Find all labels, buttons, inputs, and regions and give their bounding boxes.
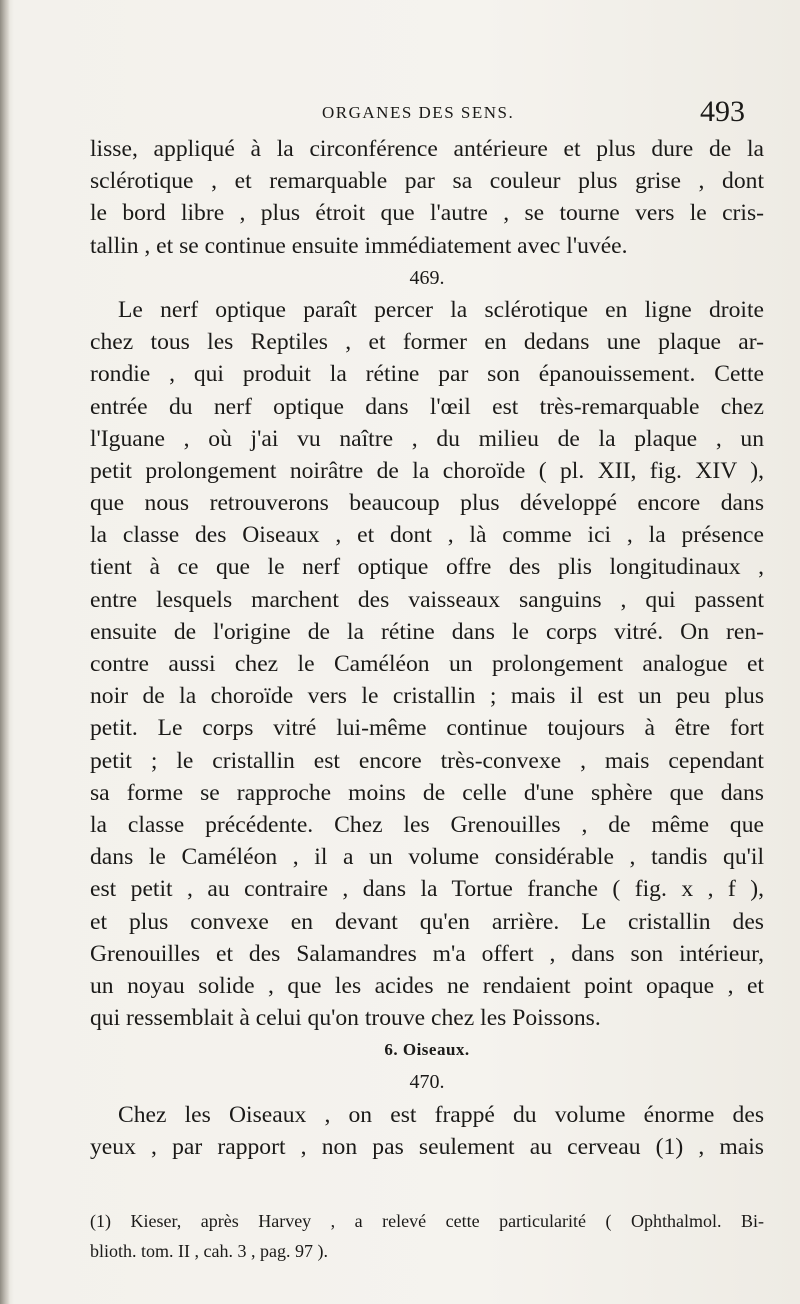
text-line: sa forme se rapproche moins de celle d'une sphère que dans	[90, 779, 764, 806]
text-line: noir de la choroïde vers le cristallin ; mais il est un peu plus	[90, 683, 764, 710]
body-text	[90, 133, 764, 1163]
text-line: contre aussi chez le Caméléon un prolongement analogue et	[90, 651, 764, 677]
text-line: petit ; le cristallin est encore très-convexe , mais cependant	[90, 747, 764, 774]
footnotes	[90, 1206, 764, 1266]
text-line: un noyau solide , que les acides ne rendaient point opaque , et	[90, 972, 764, 999]
text-line: Le nerf optique paraît percer la sclérotique en ligne droite	[118, 296, 764, 323]
text-line: Grenouilles et des Salamandres m'a offert , dans son intérieur,	[90, 940, 764, 967]
text-line: et plus convexe en devant qu'en arrière. Le cristallin des	[90, 908, 764, 935]
section-number-470: 470.	[409, 1071, 445, 1094]
text-line: sclérotique , et remarquable par sa couleur plus grise , dont	[90, 168, 764, 195]
text-line: petit prolongement noirâtre de la choroïde ( pl. XII, fig. XIV ),	[90, 457, 764, 484]
text-line: qui ressemblait à celui qu'on trouve chez les Poissons.	[90, 1005, 601, 1032]
text-line: entrée du nerf optique dans l'œil est très-remarquable chez	[90, 393, 764, 420]
section-number-469: 469.	[409, 266, 445, 289]
text-line: tient à ce que le nerf optique offre des plis longitudinaux ,	[90, 554, 764, 581]
footnote-line: (1) Kieser, après Harvey , a relevé cette particularité ( Ophthalmol. Bi-	[90, 1211, 764, 1231]
text-line: ensuite de l'origine de la rétine dans le corps vitré. On ren-	[90, 618, 764, 645]
text-line: est petit , au contraire , dans la Tortue franche ( fig. x , f ),	[90, 876, 764, 903]
text-line: la classe précédente. Chez les Grenouilles , de même que	[90, 811, 764, 838]
text-line: la classe des Oiseaux , et dont , là comme ici , la présence	[90, 522, 764, 549]
text-line: chez tous les Reptiles , et former en dedans une plaque ar-	[90, 329, 764, 356]
running-head-title: ORGANES DES SENS.	[322, 103, 515, 122]
text-line: entre lesquels marchent des vaisseaux sanguins , qui passent	[90, 586, 764, 613]
page-number: 493	[700, 95, 745, 128]
text-line: lisse, appliqué à la circonférence antérieure et plus dure de la	[90, 136, 764, 162]
text-line: rondie , qui produit la rétine par son épanouissement. Cette	[90, 361, 764, 388]
subheading-oiseaux: 6. Oiseaux.	[384, 1040, 470, 1060]
text-line: l'Iguane , où j'ai vu naître , du milieu de la plaque , un	[90, 425, 764, 452]
text-line: petit. Le corps vitré lui-même continue toujours à être fort	[90, 715, 764, 742]
text-line: Chez les Oiseaux , on est frappé du volume énorme des	[118, 1101, 764, 1128]
text-line: dans le Caméléon , il a un volume considérable , tandis qu'il	[90, 844, 764, 871]
text-line: que nous retrouverons beaucoup plus développé encore dans	[90, 490, 764, 517]
page-gutter-shadow	[0, 0, 10, 1304]
text-line: tallin , et se continue ensuite immédiatement avec l'uvée.	[90, 232, 628, 259]
footnote-line: blioth. tom. II , cah. 3 , pag. 97 ).	[90, 1241, 328, 1261]
text-line: yeux , par rapport , non pas seulement au cerveau (1) , mais	[90, 1133, 764, 1160]
text-line: le bord libre , plus étroit que l'autre , se tourne vers le cris-	[90, 200, 764, 227]
